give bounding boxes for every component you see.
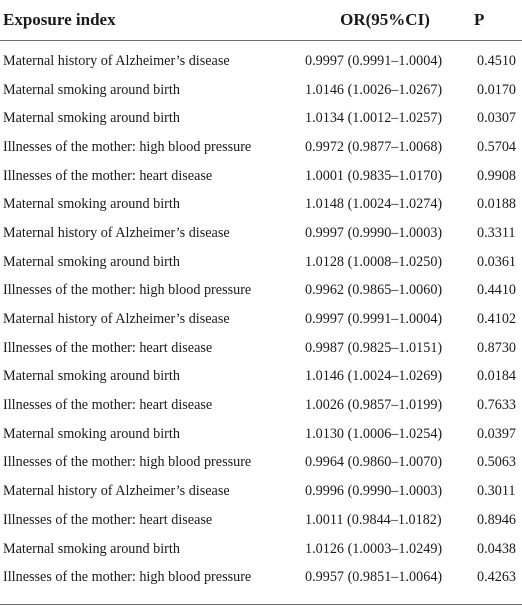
p-value-cell: 0.4510 [477, 52, 517, 69]
exposure-cell: Maternal smoking around birth [3, 196, 180, 213]
table-row [0, 563, 522, 592]
table-row [0, 420, 522, 449]
table-row [0, 162, 522, 191]
table-row [0, 104, 522, 133]
exposure-cell: Maternal smoking around birth [3, 540, 180, 557]
exposure-cell: Illnesses of the mother: high blood pressure [3, 454, 252, 471]
table-row [0, 219, 522, 248]
p-value-cell: 0.4102 [477, 311, 517, 328]
exposure-cell: Maternal history of Alzheimer’s disease [3, 52, 230, 69]
exposure-cell: Maternal history of Alzheimer’s disease [3, 311, 230, 328]
p-value-cell: 0.4410 [477, 282, 517, 299]
odds-ratio-cell: 1.0146 (1.0024–1.0269) [305, 368, 443, 385]
table-body [0, 41, 522, 593]
p-value-cell: 0.4263 [477, 569, 517, 586]
p-value-cell: 0.7633 [477, 397, 517, 414]
odds-ratio-cell: 1.0146 (1.0026–1.0267) [305, 81, 443, 98]
odds-ratio-cell: 0.9997 (0.9991–1.0004) [305, 311, 443, 328]
odds-ratio-cell: 0.9997 (0.9990–1.0003) [305, 224, 443, 241]
exposure-cell: Maternal history of Alzheimer’s disease [3, 224, 230, 241]
odds-ratio-cell: 1.0011 (0.9844–1.0182) [305, 511, 442, 528]
odds-ratio-cell: 0.9987 (0.9825–1.0151) [305, 339, 443, 356]
exposure-cell: Maternal smoking around birth [3, 425, 180, 442]
table-row [0, 535, 522, 564]
odds-ratio-cell: 1.0026 (0.9857–1.0199) [305, 397, 443, 414]
table-row [0, 506, 522, 535]
odds-ratio-cell: 0.9996 (0.9990–1.0003) [305, 483, 443, 500]
odds-ratio-cell: 0.9962 (0.9865–1.0060) [305, 282, 443, 299]
header-exposure-index: Exposure index [0, 0, 300, 41]
exposure-cell: Illnesses of the mother: high blood pressure [3, 138, 252, 155]
table-row [0, 305, 522, 334]
table-row [0, 391, 522, 420]
odds-ratio-cell: 1.0126 (1.0003–1.0249) [305, 540, 443, 557]
exposure-cell: Maternal history of Alzheimer’s disease [3, 483, 230, 500]
exposure-cell: Illnesses of the mother: high blood pressure [3, 569, 252, 586]
p-value-cell: 0.5063 [477, 454, 517, 471]
exposure-cell: Maternal smoking around birth [3, 368, 180, 385]
p-value-cell: 0.0188 [477, 196, 517, 213]
exposure-cell: Illnesses of the mother: high blood pressure [3, 282, 252, 299]
table-row [0, 277, 522, 306]
exposure-cell: Illnesses of the mother: heart disease [3, 167, 213, 184]
header-row [0, 0, 522, 41]
p-value-cell: 0.8730 [477, 339, 517, 356]
p-value-cell: 0.3311 [477, 224, 516, 241]
odds-ratio-cell: 0.9997 (0.9991–1.0004) [305, 52, 443, 69]
p-value-cell: 0.9908 [477, 167, 517, 184]
table-row [0, 334, 522, 363]
p-value-cell: 0.0361 [477, 253, 517, 270]
exposure-cell: Maternal smoking around birth [3, 110, 180, 127]
p-value-cell: 0.0184 [477, 368, 517, 385]
p-value-cell: 0.5704 [477, 138, 517, 155]
odds-ratio-cell: 1.0001 (0.9835–1.0170) [305, 167, 443, 184]
odds-ratio-cell: 1.0128 (1.0008–1.0250) [305, 253, 443, 270]
table-row [0, 449, 522, 478]
table-row [0, 47, 522, 76]
p-value-cell: 0.8946 [477, 511, 517, 528]
table-header [0, 0, 522, 41]
exposure-cell: Illnesses of the mother: heart disease [3, 397, 213, 414]
table-row [0, 363, 522, 392]
exposure-cell: Illnesses of the mother: heart disease [3, 339, 213, 356]
exposure-cell: Maternal smoking around birth [3, 81, 180, 98]
p-value-cell: 0.0307 [477, 110, 517, 127]
odds-ratio-cell: 1.0130 (1.0006–1.0254) [305, 425, 443, 442]
odds-ratio-cell: 0.9964 (0.9860–1.0070) [305, 454, 443, 471]
table-row [0, 190, 522, 219]
exposure-cell: Maternal smoking around birth [3, 253, 180, 270]
header-odds-ratio: OR(95%CI) [300, 0, 460, 41]
header-p-value: P [460, 0, 522, 41]
odds-ratio-cell: 1.0148 (1.0024–1.0274) [305, 196, 443, 213]
table-row [0, 248, 522, 277]
odds-ratio-cell: 0.9972 (0.9877–1.0068) [305, 138, 443, 155]
bottom-rule [0, 604, 522, 605]
p-value-cell: 0.3011 [477, 483, 516, 500]
odds-ratio-cell: 0.9957 (0.9851–1.0064) [305, 569, 443, 586]
p-value-cell: 0.0397 [477, 425, 517, 442]
p-value-cell: 0.0438 [477, 540, 517, 557]
table-row [0, 76, 522, 105]
exposure-cell: Illnesses of the mother: heart disease [3, 511, 213, 528]
odds-ratio-cell: 1.0134 (1.0012–1.0257) [305, 110, 443, 127]
table-row [0, 133, 522, 162]
table-row [0, 477, 522, 506]
p-value-cell: 0.0170 [477, 81, 517, 98]
